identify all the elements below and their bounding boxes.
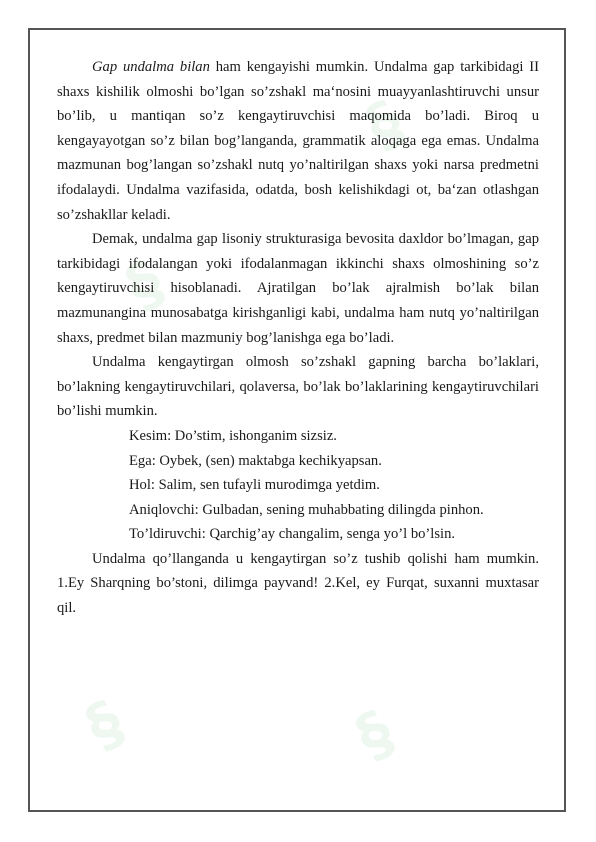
paragraph-2: Demak, undalma gap lisoniy strukturasiga bevosita daxldor bo’lmagan, gap tarkibidagi ifodalangan yoki ifodalanmagan ikkinchi shaxs olmoshining so’z kengaytiruvchisi hisoblanadi. Ajratilgan bo’lak ajralmish bo’lak bilan mazmunangina munosabatga kirishganligi kabi, undalma ham nutq yo’naltirilgan shaxs, predmet bilan mazmuniy bog’lanishga ega bo’ladi.	[57, 231, 539, 346]
paragraph-final: Undalma qo’llanganda u kengaytirgan so’z tushib qolishi ham mumkin. 1.Ey Sharqning bo’stoni, dilimga payvand! 2.Kel, ey Furqat, suxanni muxtasar qil.	[57, 550, 539, 617]
example-toldiruvchi: To’ldiruvchi: Qarchig’ay changalim, senga yo’l bo’lsin.	[129, 526, 456, 543]
paragraph-1	[57, 55, 539, 227]
watermark-logo: §	[345, 697, 405, 773]
paragraph-1-text: ham kengayishi mumkin. Undalma gap tarkibidagi II shaxs kishilik olmoshi bo’lgan so’zshakl ma‘nosini muayyanlashtiruvchi unsur bo’lib, u mantiqan so’z kengaytiruvchisi maqomida bo’ladi. Biroq u kengayayotgan so’z bilan bog’langanda, grammatik aloqaga ega emas. Undalma mazmunan bog’langan so’zshakl nutq yo’naltirilgan shaxs yoki narsa predmetni ifodalaydi. Undalma vazifasida, odatda, bosh kelishikdagi ot, ba‘zan otlashgan so’zshakllar keladi.	[57, 59, 539, 223]
example-hol: Hol: Salim, sen tufayli murodimga yetdim.	[129, 477, 380, 494]
watermark-logo: §	[115, 247, 175, 323]
watermark-logo: §	[355, 87, 415, 163]
paragraph-3: Undalma kengaytirgan olmosh so’zshakl gapning barcha bo’laklari, bo’lakning kengaytiruvchilari, qolaversa, bo’lak bo’laklarining kengaytiruvchilari bo’lishi mumkin.	[57, 354, 539, 420]
watermark-logo: §	[75, 687, 135, 763]
document-body	[57, 55, 539, 621]
example-aniqlovchi: Aniqlovchi: Gulbadan, sening muhabbating dilingda pinhon.	[129, 501, 484, 518]
paragraph-1-lead: Gap undalma bilan	[92, 59, 210, 75]
example-kesim: Kesim: Do’stim, ishonganim sizsiz.	[129, 427, 337, 444]
example-ega: Ega: Oybek, (sen) maktabga kechikyapsan.	[129, 452, 382, 469]
